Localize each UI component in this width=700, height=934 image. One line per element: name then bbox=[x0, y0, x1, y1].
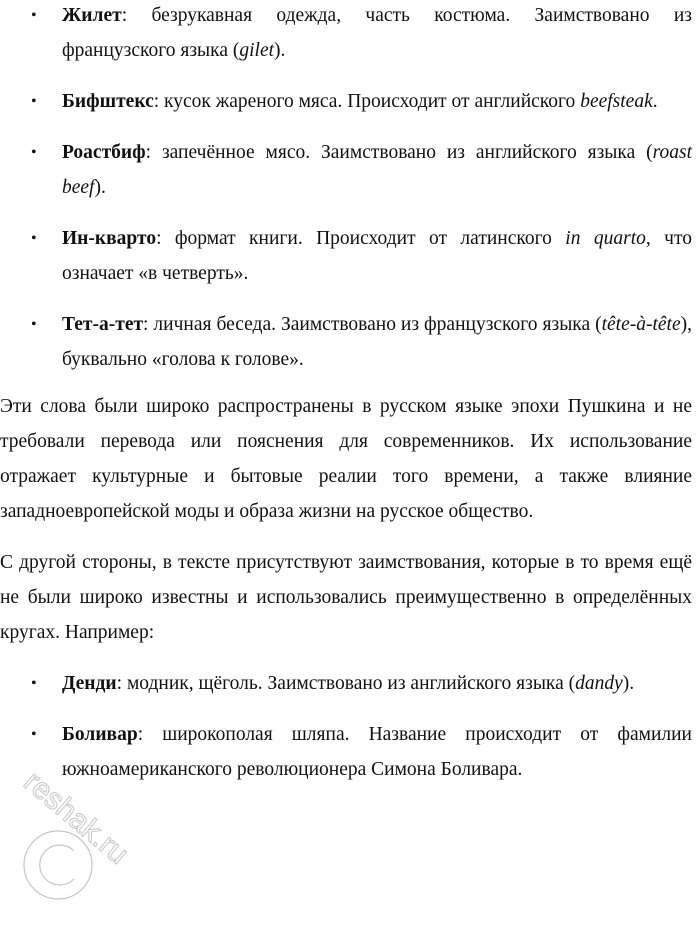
definition: : широкополая шляпа. Название происходит от фамилии южноамериканского революционера Симона Боливара. bbox=[62, 724, 692, 780]
bullet-icon: • bbox=[31, 144, 37, 161]
definition: : безрукавная одежда, часть костюма. Заимствовано из французского языка ( bbox=[62, 5, 692, 61]
definition: : кусок жареного мяса. Происходит от английского bbox=[153, 91, 581, 112]
term: Ин-кварто bbox=[62, 228, 157, 249]
bullet-icon: • bbox=[31, 316, 37, 333]
term: Денди bbox=[62, 673, 117, 694]
bullet-icon: • bbox=[31, 230, 37, 247]
definition: : запечённое мясо. Заимствовано из английского языка ( bbox=[145, 142, 653, 163]
term: Бифштекс bbox=[62, 91, 154, 112]
definition-end: , что означает «в четверть». bbox=[62, 228, 692, 284]
list-item bbox=[0, 717, 692, 787]
svg-text:reshak.ru: reshak.ru bbox=[17, 765, 135, 871]
list-item bbox=[0, 307, 692, 377]
etymon: in quarto bbox=[565, 228, 646, 249]
etymon: roast beef bbox=[62, 142, 692, 198]
bullet-icon: • bbox=[31, 93, 37, 110]
definition-end: ). bbox=[274, 40, 286, 61]
definition-end: ). bbox=[94, 177, 106, 198]
etymon: dandy bbox=[575, 673, 623, 694]
definition: : формат книги. Происходит от латинского bbox=[156, 228, 566, 249]
list-item bbox=[0, 0, 692, 68]
borrowed-words-list bbox=[0, 0, 692, 377]
etymon: gilet bbox=[239, 40, 275, 61]
definition: : модник, щёголь. Заимствовано из английского языка ( bbox=[116, 673, 576, 694]
term: Роастбиф bbox=[62, 142, 146, 163]
etymon: tête-à-tête bbox=[601, 314, 681, 335]
bullet-icon: • bbox=[31, 675, 37, 692]
definition: : личная беседа. Заимствовано из французского языка ( bbox=[143, 314, 602, 335]
definition-end: ), буквально «голова к голове». bbox=[62, 314, 692, 370]
list-item bbox=[0, 135, 692, 205]
paragraph: С другой стороны, в тексте присутствуют заимствования, которые в то время ещё не были широко известны и использовались преимущественно в определённых кругах. Например: bbox=[0, 552, 692, 643]
list-item bbox=[0, 666, 692, 701]
bullet-icon: • bbox=[31, 726, 37, 743]
term: Тет-а-тет bbox=[62, 314, 144, 335]
list-item bbox=[0, 221, 692, 291]
definition-end: . bbox=[652, 91, 658, 112]
etymon: beefsteak bbox=[580, 91, 653, 112]
rare-borrowings-list bbox=[0, 666, 692, 787]
term: Боливар bbox=[62, 724, 138, 745]
term: Жилет bbox=[62, 5, 122, 26]
list-item bbox=[0, 84, 692, 119]
paragraph: Эти слова были широко распространены в русском языке эпохи Пушкина и не требовали перевода или пояснения для современников. Их использование отражает культурные и бытовые реалии того времени, а также влияние западноевропейской моды и образа жизни на русское общество. bbox=[0, 396, 692, 522]
bullet-icon: • bbox=[31, 7, 37, 24]
definition-end: ). bbox=[622, 673, 635, 694]
